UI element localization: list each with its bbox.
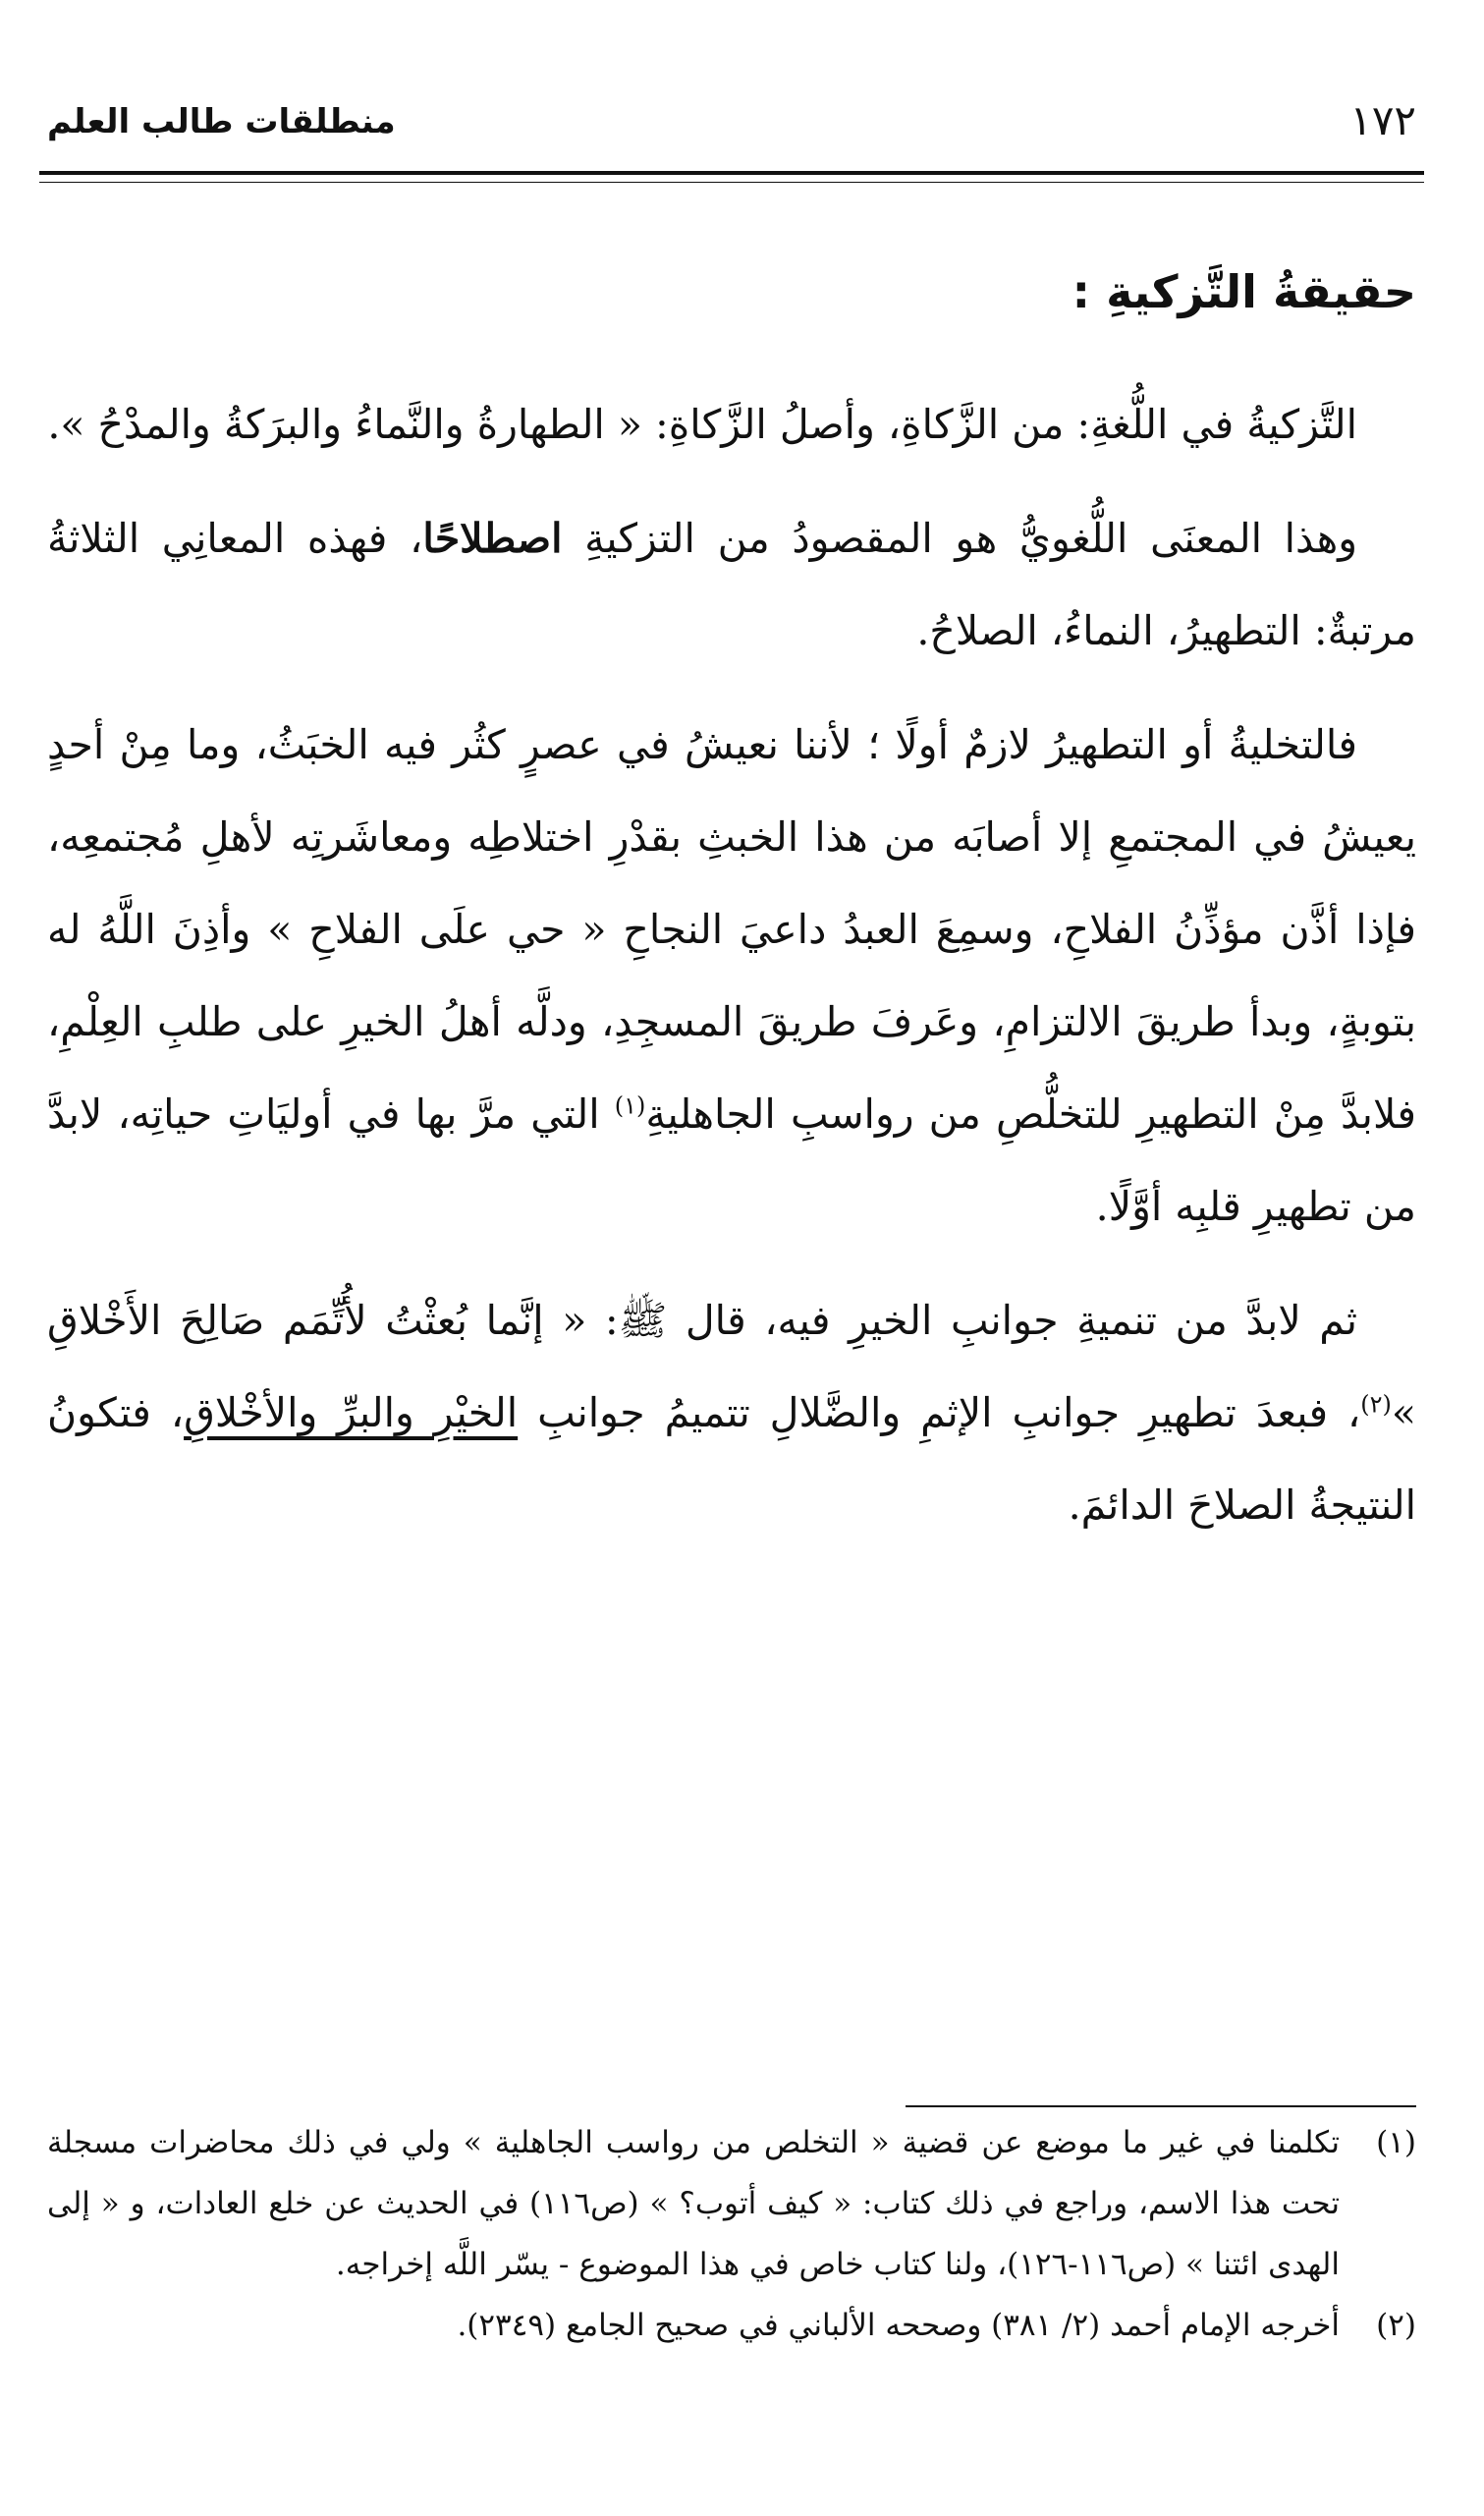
book-title: منطلقات طالب العلم: [47, 102, 396, 141]
body-text: [47, 378, 1416, 1573]
footnote-ref-2[interactable]: (٢): [1360, 1390, 1392, 1419]
paragraph-growth-part-b: ، فبعدَ تطهيرِ جوانبِ الإثمِ والضَّلالِ تتميمُ جوانبِ: [518, 1389, 1361, 1436]
running-header: [39, 88, 1424, 157]
section-heading: حقيقةُ التَّزكيةِ :: [1072, 265, 1416, 318]
book-page: [39, 88, 1424, 2476]
paragraph-meaning-part-a: وهذا المعنَى اللُّغويُّ هو المقصودُ من التزكيةِ: [562, 515, 1357, 562]
header-rule-thin: [39, 182, 1424, 183]
paragraph-meaning: [47, 492, 1416, 677]
paragraph-purification-part-a: فالتخليةُ أو التطهيرُ لازمٌ أولًا ؛ لأننا نعيشُ في عصرٍ كثُر فيه الخبَثُ، وما مِنْ أحدٍ يعيشُ في المجتمعِ إلا أصابَه من هذا الخبثِ بقدْرِ اختلاطِه ومعاشَرتِه لأهلِ مُجتمعِه، فإذا أذَّن مؤذِّنُ الفلاحِ، وسمِعَ العبدُ داعيَ النجاحِ « حي علَى الفلاحِ » وأذِنَ اللَّهُ له بتوبةٍ، وبدأ طريقَ الالتزامِ، وعَرفَ طريقَ المسجِدِ، ودلَّه أهلُ الخيرِ على طلبِ العِلْمِ، فلابدَّ مِنْ التطهيرِ للتخلُّصِ من رواسبِ الجاهليةِ: [47, 721, 1417, 1138]
page-number: ١٧٢: [1349, 96, 1416, 144]
footnote-marker: (٢): [1376, 2308, 1416, 2343]
paragraph-growth-part-c: ، فتكونُ النتيجةُ الصلاحَ الدائمَ.: [47, 1389, 1416, 1529]
footnote-1: [47, 2112, 1416, 2295]
footnote-2: [47, 2295, 1416, 2356]
paragraph-growth: [47, 1274, 1416, 1551]
paragraph-purification-part-b: التي مرَّ بها في أوليَاتِ حياتِه، لابدَّ من تطهيرِ قلبِه أوَّلًا.: [47, 1090, 1416, 1230]
footnote-marker: (١): [1376, 2125, 1416, 2160]
paragraph-meaning-part-b: ، فهذه المعانِي الثلاثةُ مرتبةٌ: التطهيرُ، النماءُ، الصلاحُ.: [47, 515, 1416, 654]
header-rule-thick: [39, 171, 1424, 175]
footnote-separator: [906, 2105, 1416, 2107]
footnote-text: تكلمنا في غير ما موضع عن قضية « التخلص من رواسب الجاهلية » ولي في ذلك محاضرات مسجلة تحت هذا الاسم، وراجع في ذلك كتاب: « كيف أتوب؟ » (ص١١٦) في الحديث عن خلع العادات، و « إلى الهدى ائتنا » (ص١١٦-١٢٦)، ولنا كتاب خاص في هذا الموضوع - يسّر اللَّه إخراجه.: [47, 2125, 1340, 2282]
footnotes: [47, 2112, 1416, 2356]
underlined-phrase: الخيْرِ والبرِّ والأخْلاقِ: [184, 1389, 519, 1436]
footnote-ref-1[interactable]: (١): [614, 1091, 646, 1120]
bold-term: اصطلاحًا: [422, 515, 563, 562]
paragraph-growth-part-a: ثم لابدَّ من تنميةِ جوانبِ الخيرِ فيه، قال ﷺ: « إنَّما بُعثْتُ لأُتِّمَم صَالِحَ الأَخْلاقِ »: [47, 1297, 1417, 1436]
paragraph-definition: التَّزكيةُ في اللُّغةِ: من الزَّكاةِ، وأصلُ الزَّكاةِ: « الطهارةُ والنَّماءُ والبرَكةُ والمدْحُ ».: [47, 401, 1357, 448]
footnote-text: أخرجه الإمام أحمد (٢/ ٣٨١) وصححه الألباني في صحيح الجامع (٢٣٤٩).: [457, 2308, 1340, 2343]
paragraph-purification: [47, 699, 1416, 1253]
